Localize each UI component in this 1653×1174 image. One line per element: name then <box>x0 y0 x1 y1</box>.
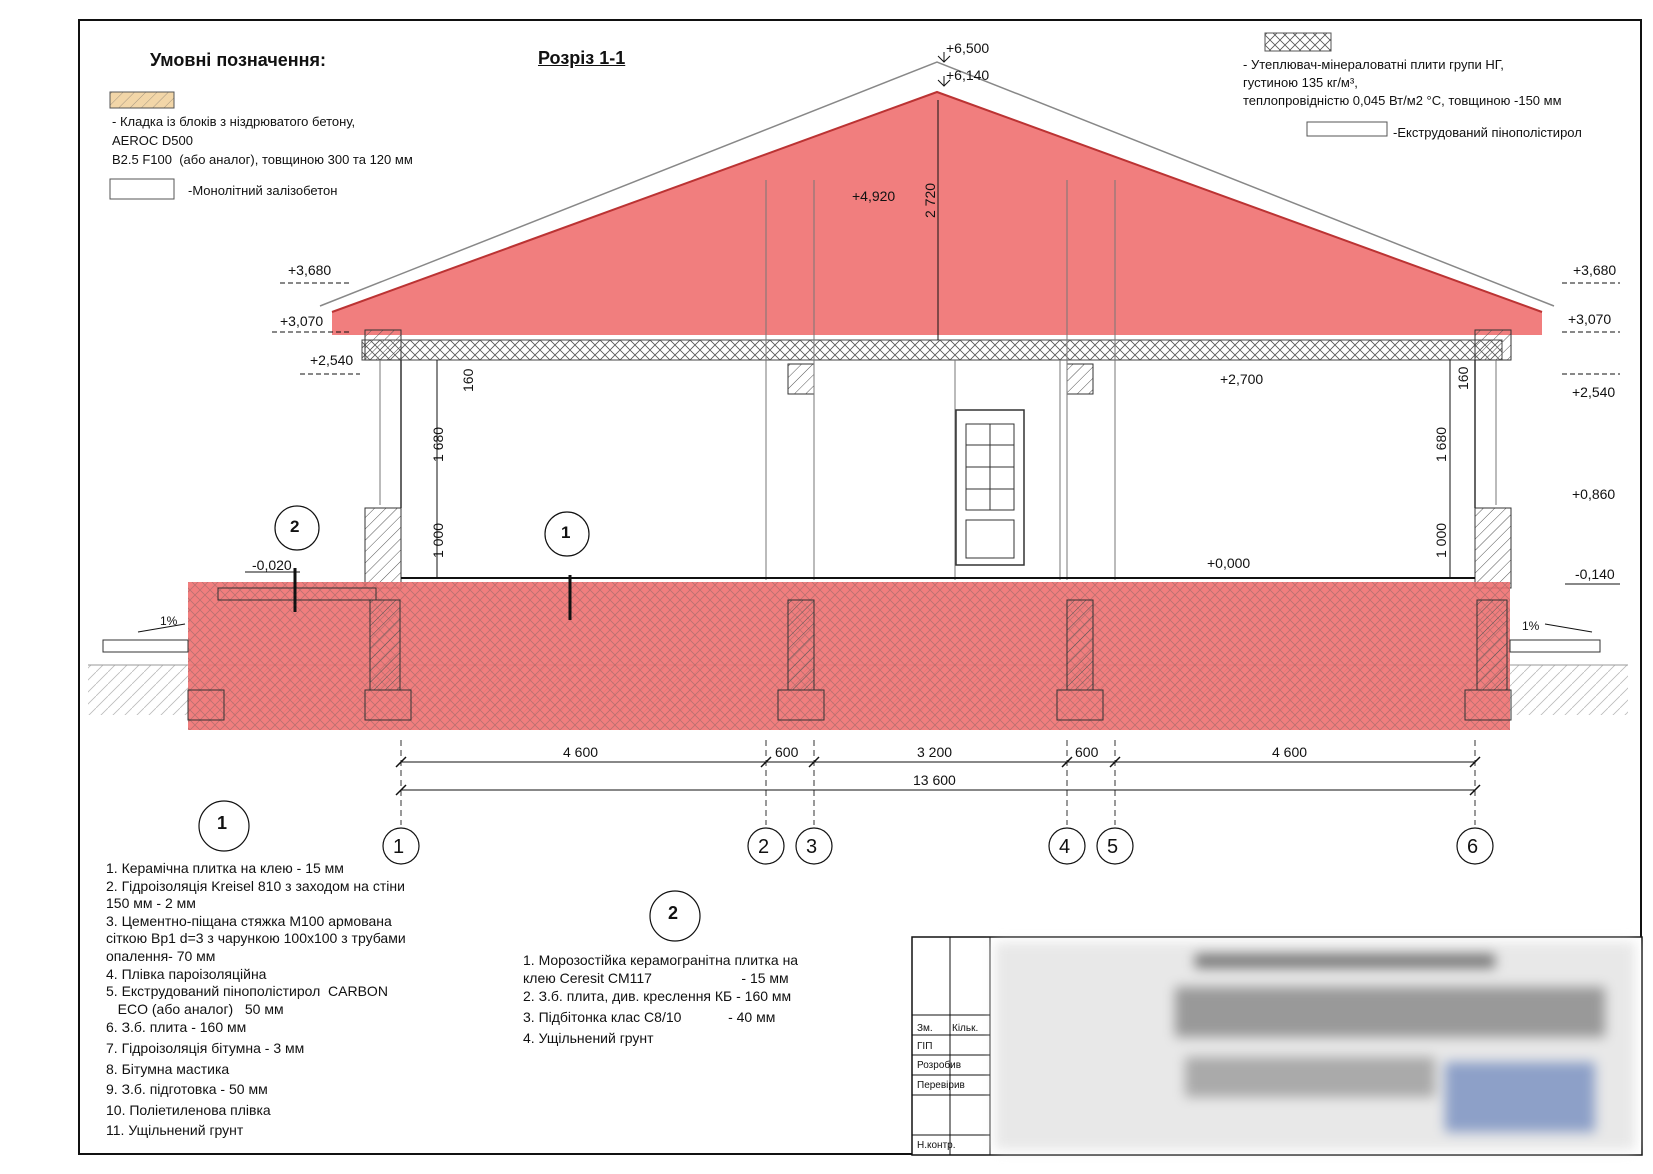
stamp-gip: ГІП <box>917 1041 933 1052</box>
stamp-normcontrol: Н.контр. <box>917 1140 956 1151</box>
blind-area-left <box>103 640 188 652</box>
detail-2-notes: 1. Морозостійка керамогранітна плитка на клею Ceresit CM117 - 15 мм 2. З.б. плита, див. креслення КБ - 160 мм 3. Підбітонка клас С8/10 - 40 мм 4. Ущільнений грунт <box>523 952 799 1046</box>
stamp-zm: Зм. <box>917 1023 933 1034</box>
legend-insulation: - Утеплювач-мінераловатні плити групи НГ, густиною 135 кг/м³, теплопровідністю 0,045 Вт/м2 °С, товщиною -150 мм <box>1243 57 1562 108</box>
level-attic: +4,920 <box>852 188 896 204</box>
dim-wall-mid-right: 1 680 <box>1433 426 1449 462</box>
dim-wall-mid-left: 1 680 <box>430 426 446 462</box>
level-eave-top-right: +3,680 <box>1573 262 1617 278</box>
dim-span-2: 600 <box>775 744 799 760</box>
section-title: Розріз 1-1 <box>538 48 626 68</box>
dim-span-5: 4 600 <box>1272 744 1308 760</box>
dim-wall-bot-left: 1 000 <box>430 522 446 558</box>
concrete-swatch <box>110 179 174 199</box>
legend-title: Умовні позначення: <box>150 50 327 70</box>
dim-span-3: 3 200 <box>917 744 953 760</box>
level-ceiling: +2,700 <box>1220 371 1264 387</box>
axis-label-5: 5 <box>1107 836 1119 858</box>
slope-right: 1% <box>1522 619 1540 633</box>
blind-area-right <box>1510 640 1600 652</box>
stamp-checker: Перевірив <box>917 1080 965 1091</box>
wall-bottom-right <box>1475 508 1511 588</box>
level-eave-left: +3,070 <box>280 313 324 329</box>
callout-2: 2 <box>290 517 300 536</box>
callout-1: 1 <box>561 523 571 542</box>
blurred-stamp <box>995 942 1635 1150</box>
xps-swatch <box>1307 122 1387 136</box>
level-eave-right: +3,070 <box>1568 311 1612 327</box>
axis-label-1: 1 <box>393 836 405 858</box>
level-window-right: +0,860 <box>1572 486 1616 502</box>
axis-label-6: 6 <box>1467 836 1479 858</box>
insulation-swatch <box>1265 33 1331 51</box>
dim-span-1: 4 600 <box>563 744 599 760</box>
lintel-3 <box>788 364 814 394</box>
axis-label-4: 4 <box>1059 836 1071 858</box>
level-ground-right: -0,140 <box>1575 566 1615 582</box>
level-wall-top-right: +2,540 <box>1572 384 1616 400</box>
dim-wall-bot-right: 1 000 <box>1433 522 1449 558</box>
stamp-developer: Розробив <box>917 1060 962 1071</box>
legend-concrete: -Монолітний залізобетон <box>188 183 338 198</box>
dim-total: 13 600 <box>913 772 956 788</box>
dim-roof-height: 2 720 <box>922 182 938 218</box>
wall-top-left <box>365 330 401 360</box>
stamp-kilk: Кільк. <box>952 1023 979 1034</box>
wall-bottom-left <box>365 508 401 588</box>
lintel-4 <box>1067 364 1093 394</box>
detail-2-number: 2 <box>668 903 679 923</box>
legend-xps: -Екструдований пінополістирол <box>1393 125 1582 140</box>
slope-left: 1% <box>160 614 178 628</box>
axis-label-3: 3 <box>806 836 818 858</box>
dim-wall-top-left: 160 <box>460 368 476 392</box>
level-ridge-top: +6,500 <box>946 40 990 56</box>
level-floor: +0,000 <box>1207 555 1251 571</box>
level-wall-top-left: +2,540 <box>310 352 354 368</box>
dim-span-4: 600 <box>1075 744 1099 760</box>
level-ground-left: -0,020 <box>252 557 292 573</box>
level-eave-top-left: +3,680 <box>288 262 332 278</box>
level-ridge: +6,140 <box>946 67 990 83</box>
attic-slab <box>362 340 1502 360</box>
door <box>956 410 1024 565</box>
detail-1-number: 1 <box>217 813 228 833</box>
detail-1-notes: 1. Керамічна плитка на клею - 15 мм 2. Гідроізоляція Kreisel 810 з заходом на стіни 150 мм - 2 мм 3. Цементно-піщана стяжка М100 армована сіткою Вр1 d=3 з чарункою 100х100 з трубами опалення- 70 мм 4. Плівка пароізоляційна 5. Екструдований пінополістирол CARBON ECO (або аналог) 50 мм 6. З.б. плита - 160 мм 7. Гідроізоляція бітумна - 3 мм 8. Бітумна мастика 9. З.б. підготовка - 50 мм 10. Поліетиленова плівка 11. Ущільнений грунт <box>106 860 406 1139</box>
dim-wall-top-right: 160 <box>1455 366 1471 390</box>
axis-label-2: 2 <box>758 836 770 858</box>
wall-top-right <box>1475 330 1511 360</box>
legend-masonry: - Кладка із блоків з ніздрюватого бетону, AEROC D500 B2.5 F100 (або аналог), товщиною 300 та 120 мм <box>112 114 413 167</box>
